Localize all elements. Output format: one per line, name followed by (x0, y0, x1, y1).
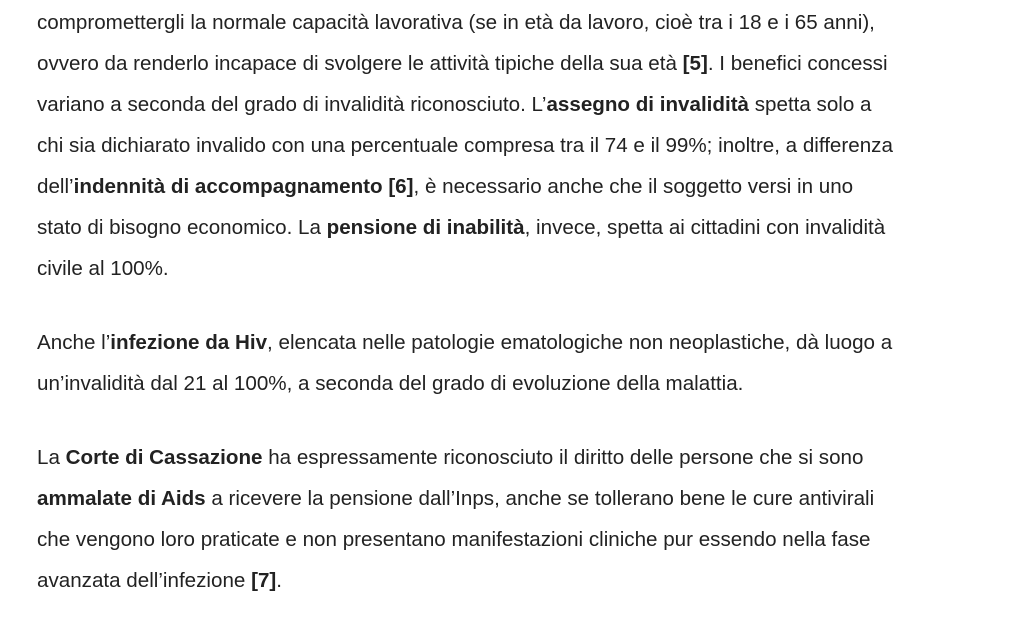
text-line (37, 84, 997, 125)
text-run: chi sia dichiarato invalido con una percentuale compresa tra il 74 e il 99%; inoltre, a differenza (37, 134, 893, 157)
text-run: spetta solo a (749, 93, 872, 116)
text-line (37, 478, 997, 519)
text-line (37, 363, 997, 404)
text-line (37, 207, 997, 248)
text-run: a ricevere la pensione dall’Inps, anche se tollerano bene le cure antivirali (205, 487, 875, 510)
text-line (37, 125, 997, 166)
text-line (37, 519, 997, 560)
text-line (37, 2, 997, 43)
footnote-link-6[interactable]: [6] (388, 175, 414, 198)
paragraph-hiv (37, 322, 997, 404)
text-line (37, 166, 997, 207)
text-line (37, 560, 997, 601)
text-run: , elencata nelle patologie ematologiche non neoplastiche, dà luogo a (267, 331, 893, 354)
bold-term: Corte di Cassazione (65, 446, 263, 469)
text-run: variano a seconda del grado di invalidità riconosciuto. L’ (37, 93, 547, 116)
bold-term: ammalate di Aids (37, 487, 206, 510)
text-run: . I benefici concessi (707, 52, 888, 75)
text-run: stato di bisogno economico. La (37, 216, 327, 239)
paragraph-invalidita (37, 2, 997, 289)
text-run: dell’ (37, 175, 74, 198)
text-run: ha espressamente riconosciuto il diritto delle persone che si sono (262, 446, 864, 469)
text-line (37, 437, 997, 478)
text-line (37, 248, 997, 289)
bold-term: infezione da Hiv (110, 331, 268, 354)
text-run: compromettergli la normale capacità lavorativa (se in età da lavoro, cioè tra i 18 e i 65 anni), (37, 11, 875, 34)
text-run: civile al 100%. (37, 257, 169, 280)
text-run: , è necessario anche che il soggetto versi in uno (413, 175, 854, 198)
footnote-link-7[interactable]: [7] (251, 569, 277, 592)
text-run: ovvero da renderlo incapace di svolgere le attività tipiche della sua età (37, 52, 683, 75)
bold-term: pensione di inabilità (326, 216, 525, 239)
text-run: che vengono loro praticate e non presentano manifestazioni cliniche pur essendo nella fase (37, 528, 871, 551)
text-line (37, 43, 997, 84)
text-run: avanzata dell’infezione (37, 569, 252, 592)
text-run: . (276, 569, 282, 592)
bold-term: indennità di accompagnamento (73, 175, 383, 198)
text-run: La (37, 446, 66, 469)
text-run: un’invalidità dal 21 al 100%, a seconda del grado di evoluzione della malattia. (37, 372, 744, 395)
footnote-link-5[interactable]: [5] (682, 52, 708, 75)
bold-term: assegno di invalidità (546, 93, 750, 116)
text-run: , invece, spetta ai cittadini con invalidità (524, 216, 886, 239)
text-line (37, 322, 997, 363)
text-run: Anche l’ (37, 331, 111, 354)
paragraph-cassazione (37, 437, 997, 601)
article-body (37, 2, 997, 601)
